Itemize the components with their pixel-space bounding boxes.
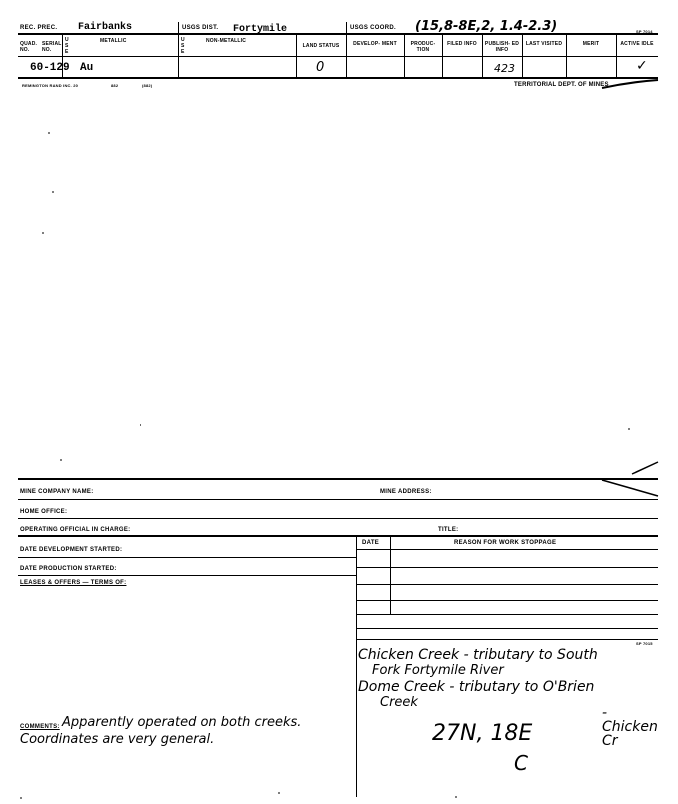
col-metallic: METALLIC	[100, 38, 127, 44]
rule	[356, 549, 658, 550]
date-col-label: DATE	[362, 540, 380, 546]
form-number: SP 7014	[636, 29, 653, 34]
col-use-2: U S E	[181, 37, 185, 55]
divider	[616, 35, 617, 77]
printer-code-2: (882)	[142, 83, 153, 88]
header-bottom-rule	[18, 77, 658, 79]
rec-prec-label: REC. PREC.	[20, 25, 58, 31]
hand-stroke	[600, 78, 660, 92]
printer-label: REMINGTON RAND INC. 20	[22, 83, 79, 88]
home-office-label: HOME OFFICE:	[20, 509, 68, 515]
row-active-idle: ✓	[636, 58, 648, 74]
divider	[566, 35, 567, 77]
col-serial-no: SERIAL NO.	[42, 41, 62, 53]
comments-label: COMMENTS:	[20, 724, 60, 730]
col-quad-no: QUAD. NO.	[20, 41, 38, 53]
col-last-visited: LAST VISITED	[525, 41, 563, 47]
township-c: C	[514, 751, 528, 775]
divider	[442, 35, 443, 77]
col-production: PRODUC- TION	[410, 41, 436, 53]
rule	[18, 575, 356, 576]
header-row-rule	[18, 56, 658, 57]
operating-official-label: OPERATING OFFICIAL IN CHARGE:	[20, 527, 131, 533]
rule	[18, 557, 356, 558]
rule	[356, 639, 658, 640]
col-development: DEVELOP- MENT	[353, 41, 397, 47]
title-label: TITLE:	[438, 527, 459, 533]
divider	[346, 22, 347, 34]
divider	[522, 35, 523, 77]
col-filed-info: FILED INFO	[447, 41, 477, 47]
rule	[356, 628, 658, 629]
date-dev-label: DATE DEVELOPMENT STARTED:	[20, 547, 123, 553]
row-land-status: 0	[316, 60, 325, 75]
reason-label: REASON FOR WORK STOPPAGE	[454, 540, 557, 546]
creek-line-3: Dome Creek - tributary to O'Brien	[358, 679, 595, 695]
row-published-info: 423	[494, 62, 515, 75]
col-active-idle: ACTIVE IDLE	[620, 41, 654, 47]
row-quad-serial: 60-129	[30, 62, 70, 74]
rec-prec-value: Fairbanks	[78, 22, 133, 33]
speck	[455, 796, 457, 798]
comments-line-2: Coordinates are very general.	[20, 732, 215, 747]
hand-stroke	[630, 460, 660, 476]
col-non-metallic: NON-METALLIC	[206, 38, 247, 44]
rule	[356, 614, 658, 615]
speck	[60, 459, 62, 461]
usgs-dist-label: USGS DIST.	[182, 25, 219, 31]
divider	[404, 35, 405, 77]
date-prod-label: DATE PRODUCTION STARTED:	[20, 566, 117, 572]
usgs-coord-value: (15,8-8E,2, 1.4-2.3)	[415, 19, 558, 34]
speck	[628, 428, 630, 430]
signature: - Chicken Cr	[602, 705, 658, 749]
leases-label: LEASES & OFFERS — TERMS OF:	[20, 580, 127, 586]
printer-code: 882	[111, 83, 119, 88]
hand-stroke	[600, 478, 660, 498]
divider	[178, 22, 179, 34]
rule	[18, 499, 658, 500]
col-use-1: U S E	[65, 37, 69, 55]
divider	[178, 35, 179, 77]
col-land-status: LAND STATUS	[302, 43, 340, 49]
speck	[20, 797, 22, 799]
rule	[356, 600, 658, 601]
speck	[48, 132, 50, 134]
col-published-info: PUBLISH- ED INFO	[484, 41, 520, 53]
form-number-2: SP 7015	[636, 641, 653, 646]
stoppage-divider	[356, 537, 357, 797]
rule	[18, 535, 658, 537]
divider	[346, 35, 347, 77]
rule	[356, 584, 658, 585]
speck	[52, 191, 54, 193]
rule	[18, 518, 658, 519]
township: 27N, 18E	[432, 721, 533, 746]
mine-company-label: MINE COMPANY NAME:	[20, 489, 94, 495]
lower-top-rule	[18, 478, 658, 480]
divider	[482, 35, 483, 77]
speck	[140, 424, 141, 426]
creek-line-4: Creek	[380, 695, 418, 710]
rule	[356, 567, 658, 568]
comments-line-1: Apparently operated on both creeks.	[62, 715, 302, 730]
header-table	[18, 35, 658, 79]
speck	[42, 232, 44, 234]
creek-line-2: Fork Fortymile River	[372, 663, 504, 678]
divider	[296, 35, 297, 77]
creek-line-1: Chicken Creek - tributary to South	[358, 647, 598, 663]
dept-label: TERRITORIAL DEPT. OF MINES	[514, 82, 609, 88]
usgs-coord-label: USGS COORD.	[350, 25, 396, 31]
row-metallic: Au	[80, 62, 94, 74]
speck	[278, 792, 280, 794]
usgs-dist-value: Fortymile	[233, 24, 288, 35]
mine-address-label: MINE ADDRESS:	[380, 489, 432, 495]
col-merit: MERIT	[582, 41, 600, 47]
